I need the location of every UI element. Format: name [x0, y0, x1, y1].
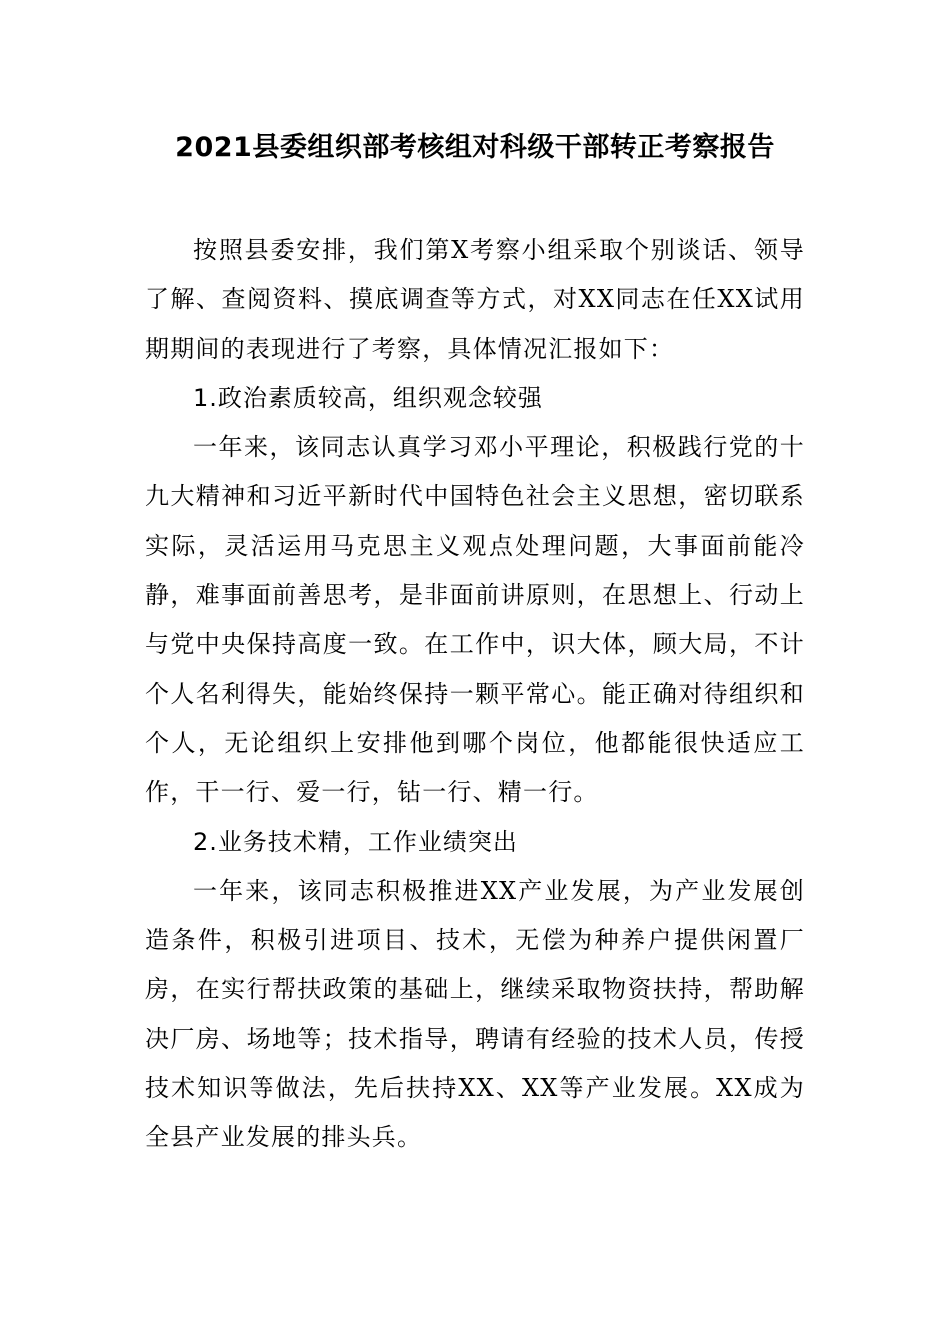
document-body	[145, 226, 805, 1163]
section-2-heading: 2.业务技术精，工作业绩突出	[193, 827, 518, 856]
section-1-paragraph: 一年来，该同志认真学习邓小平理论，积极践行党的十九大精神和习近平新时代中国特色社会主义思想，密切联系实际，灵活运用马克思主义观点处理问题，大事面前能冷静，难事面前善思考，是非面前讲原则，在思想上、行动上与党中央保持高度一致。在工作中，识大体，顾大局，不计个人名利得失，能始终保持一颗平常心。能正确对待组织和个人，无论组织上安排他到哪个岗位，他都能很快适应工作，干一行、爱一行，钻一行、精一行。	[145, 433, 805, 807]
section-1-heading: 1.政治素质较高，组织观念较强	[193, 383, 543, 412]
intro-paragraph: 按照县委安排，我们第X考察小组采取个别谈话、领导了解、查阅资料、摸底调查等方式，对XX同志在任XX试用期期间的表现进行了考察，具体情况汇报如下：	[145, 236, 805, 363]
document-title: 2021县委组织部考核组对科级干部转正考察报告	[175, 132, 775, 163]
section-2-paragraph: 一年来，该同志积极推进XX产业发展，为产业发展创造条件，积极引进项目、技术，无偿为种养户提供闲置厂房，在实行帮扶政策的基础上，继续采取物资扶持，帮助解决厂房、场地等；技术指导，聘请有经验的技术人员，传授技术知识等做法，先后扶持XX、XX等产业发展。XX成为全县产业发展的排头兵。	[145, 876, 805, 1152]
